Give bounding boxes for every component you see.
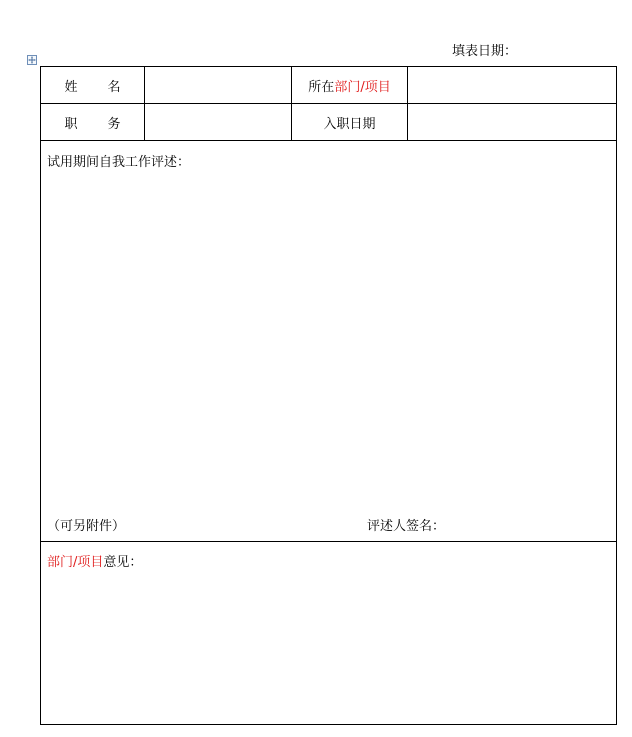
position-label-first: 职 (64, 116, 78, 132)
entry-date-label: 入职日期 (323, 116, 376, 132)
position-label-second: 务 (107, 116, 121, 132)
form-row-position-entry (41, 104, 616, 141)
position-value-cell[interactable] (145, 104, 292, 140)
name-label-cell (41, 67, 145, 103)
dept-opinion-title (47, 551, 142, 570)
table-move-handle[interactable] (27, 55, 37, 65)
name-label-first: 姓 (64, 79, 78, 95)
name-label-second: 名 (107, 79, 121, 95)
dept-label-prefix: 所在 (308, 79, 335, 95)
dept-label-highlight: 部门/项目 (334, 79, 391, 95)
entry-date-value-cell[interactable] (408, 104, 616, 140)
name-value-cell[interactable] (145, 67, 292, 103)
dept-opinion-highlight: 部门/项目 (47, 555, 104, 570)
self-review-section[interactable] (41, 141, 616, 542)
dept-opinion-suffix: 意见： (103, 555, 143, 570)
dept-label-cell (292, 67, 408, 103)
reviewer-signature-label: 评述人签名： (367, 519, 446, 534)
move-icon (28, 56, 36, 64)
probation-review-form (40, 66, 617, 725)
attachment-note: （可另附件） (47, 519, 126, 534)
entry-date-label-cell (292, 104, 408, 140)
position-label-cell (41, 104, 145, 140)
dept-value-cell[interactable] (408, 67, 616, 103)
dept-opinion-section[interactable] (41, 542, 616, 724)
fill-date-label: 填表日期： (452, 44, 518, 59)
self-review-title: 试用期间自我工作评述： (47, 155, 191, 170)
form-row-name-dept (41, 67, 616, 104)
